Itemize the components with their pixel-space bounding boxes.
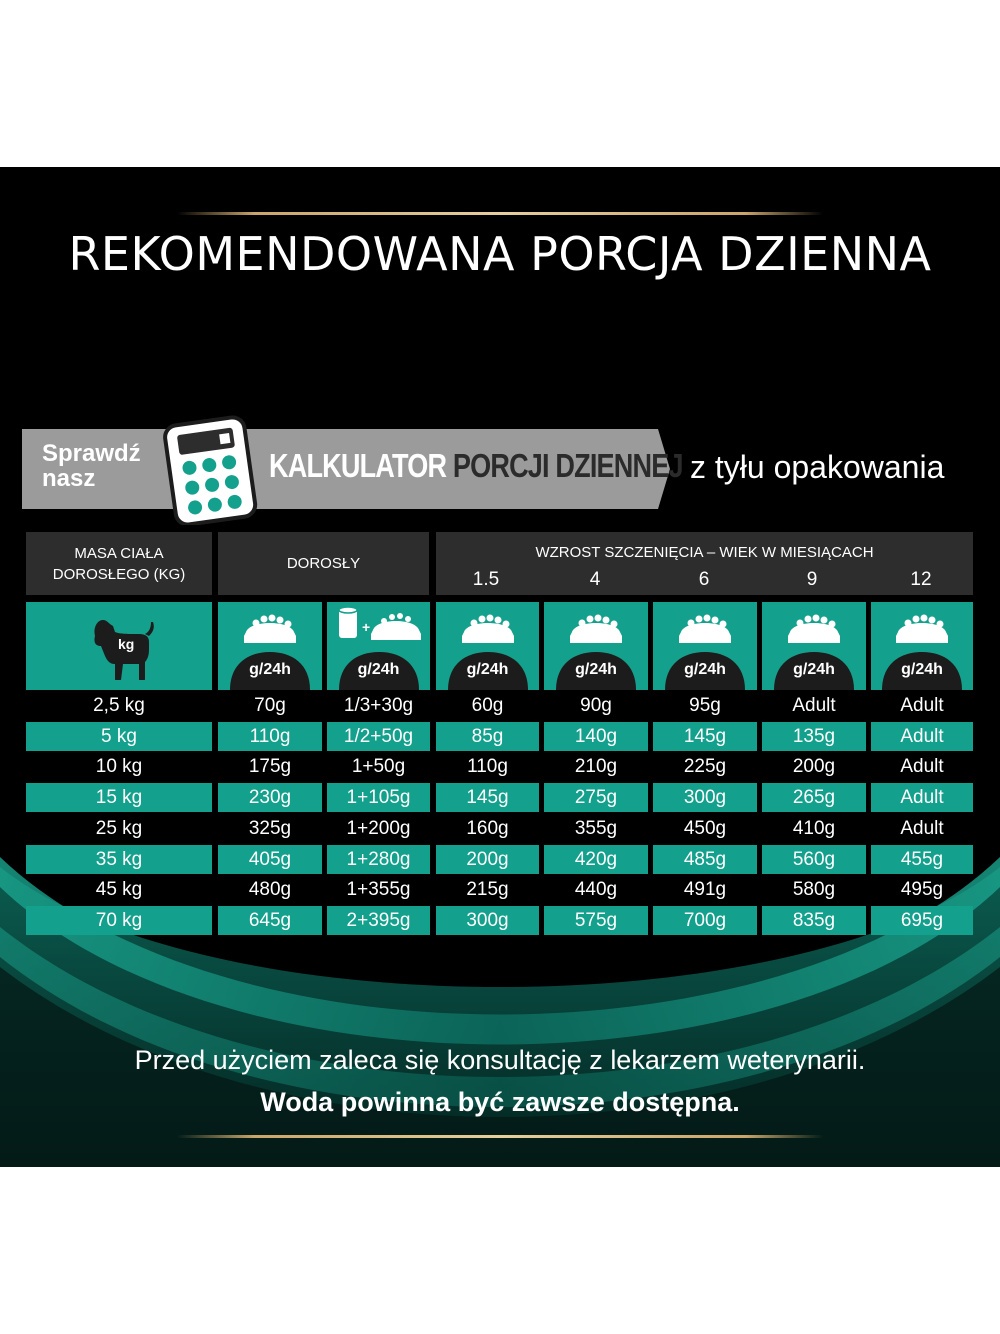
portion-cell: 420g xyxy=(544,845,648,874)
portion-cell: 210g xyxy=(574,755,618,777)
weight-cell: 45 kg xyxy=(95,878,143,900)
weight-cell: 5 kg xyxy=(26,722,212,751)
weight-cell: 35 kg xyxy=(26,845,212,874)
portion-cell: Adult xyxy=(900,694,944,716)
portion-cell: 110g xyxy=(218,722,322,751)
portion-cell: 700g xyxy=(653,906,757,935)
portion-cell: 145g xyxy=(653,722,757,751)
weight-cell: 10 kg xyxy=(95,755,143,777)
portion-icon-cell xyxy=(653,602,757,690)
banner-check-line1: Sprawdź xyxy=(42,440,141,467)
portion-cell: 440g xyxy=(574,878,618,900)
portion-icon-cell xyxy=(762,602,866,690)
calculator-icon xyxy=(162,415,258,525)
portion-unit-label: g/24h xyxy=(249,661,291,678)
banner-check-line2: nasz xyxy=(42,465,96,492)
portion-cell: 695g xyxy=(871,906,973,935)
banner-check-text xyxy=(42,441,141,491)
feeding-panel xyxy=(0,167,1000,1167)
age-label: 6 xyxy=(698,569,710,590)
portion-cell: Adult xyxy=(871,783,973,812)
portion-cell: 1+105g xyxy=(327,783,430,812)
banner-back-text: z tyłu opakowania xyxy=(690,449,945,485)
portion-unit-label: g/24h xyxy=(575,661,617,678)
banner-calc-dark: PORCJI DZIENNEJ xyxy=(452,447,683,484)
footer-vet-note: Przed użyciem zaleca się konsultację z lekarzem weterynarii. xyxy=(134,1045,866,1075)
portion-unit-label: g/24h xyxy=(466,661,509,678)
portion-cell: 215g xyxy=(466,878,509,900)
portion-cell: 300g xyxy=(436,906,539,935)
portion-cell: Adult xyxy=(792,694,836,716)
portion-icon-cell xyxy=(436,602,539,690)
bottom-gold-line xyxy=(177,1135,823,1138)
age-label: 4 xyxy=(589,569,601,590)
portion-cell: 200g xyxy=(436,845,539,874)
calculator-banner xyxy=(22,429,1000,509)
header-weight xyxy=(26,532,212,595)
portion-cell: Adult xyxy=(900,817,944,839)
portion-cell: Adult xyxy=(900,755,944,777)
header-weight-line: DOROSŁEGO (KG) xyxy=(52,565,186,583)
portion-cell: 355g xyxy=(574,817,618,839)
portion-cell: 90g xyxy=(580,694,612,716)
footer-water-note: Woda powinna być zawsze dostępna. xyxy=(260,1087,740,1117)
portion-cell: 491g xyxy=(683,878,727,900)
portion-unit-label: g/24h xyxy=(793,661,835,678)
portion-unit-label: g/24h xyxy=(901,661,943,678)
header-puppy-label: WZROST SZCZENIĘCIA – WIEK W MIESIĄCACH xyxy=(535,544,874,561)
portion-cell: 300g xyxy=(653,783,757,812)
portion-icon-cell xyxy=(218,602,322,690)
age-label: 1.5 xyxy=(472,569,500,590)
portion-cell: 1+200g xyxy=(346,817,411,839)
portion-cell: 2+395g xyxy=(327,906,430,935)
dog-kg-label: kg xyxy=(118,636,135,652)
portion-cell: 230g xyxy=(218,783,322,812)
portion-cell: 405g xyxy=(218,845,322,874)
portion-cell: 580g xyxy=(792,878,836,900)
portion-cell: Adult xyxy=(871,722,973,751)
portion-cell: 225g xyxy=(683,755,727,777)
portion-cell: 145g xyxy=(436,783,539,812)
weight-cell: 2,5 kg xyxy=(93,694,145,716)
dog-weight-cell xyxy=(26,602,212,690)
header-adult: DOROSŁY xyxy=(218,532,429,595)
portion-cell: 1+355g xyxy=(346,878,411,900)
portion-cell: 160g xyxy=(466,817,509,839)
weight-cell: 15 kg xyxy=(26,783,212,812)
weight-cell: 70 kg xyxy=(26,906,212,935)
portion-unit-label: g/24h xyxy=(684,661,726,678)
portion-cell: 135g xyxy=(762,722,866,751)
portion-cell: 1+280g xyxy=(327,845,430,874)
portion-cell: 410g xyxy=(792,817,836,839)
portion-cell: 480g xyxy=(248,878,292,900)
portion-cell: 110g xyxy=(467,755,508,777)
portion-cell: 1/2+50g xyxy=(327,722,430,751)
portion-cell: 485g xyxy=(653,845,757,874)
portion-cell: 95g xyxy=(689,694,721,716)
portion-cell: 275g xyxy=(544,783,648,812)
portion-cell: 1+50g xyxy=(351,755,406,777)
portion-cell: 60g xyxy=(471,694,504,716)
portion-cell: 495g xyxy=(900,878,944,900)
portion-unit-label: g/24h xyxy=(357,661,400,678)
svg-text:+: + xyxy=(361,619,370,635)
top-gold-line xyxy=(177,212,823,215)
portion-cell: 200g xyxy=(792,755,836,777)
portion-cell: 265g xyxy=(762,783,866,812)
portion-icon-cell xyxy=(544,602,648,690)
age-label: 9 xyxy=(806,569,818,590)
portion-cell: 450g xyxy=(683,817,727,839)
portion-cell: 560g xyxy=(762,845,866,874)
portion-cell: 70g xyxy=(254,694,286,716)
portion-cell: 455g xyxy=(871,845,973,874)
portion-cell: 325g xyxy=(248,817,292,839)
portion-cell: 85g xyxy=(436,722,539,751)
portion-cell: 1/3+30g xyxy=(343,694,414,716)
portion-cell: 835g xyxy=(762,906,866,935)
banner-calc-white: KALKULATOR xyxy=(269,447,453,484)
portion-cell: 175g xyxy=(248,755,292,777)
banner-calculator-title xyxy=(269,447,683,485)
portion-cell: 645g xyxy=(218,906,322,935)
portion-icon-cell xyxy=(327,602,430,690)
portion-cell: 140g xyxy=(544,722,648,751)
portion-icon-cell xyxy=(871,602,973,690)
age-label: 12 xyxy=(910,569,932,590)
weight-cell: 25 kg xyxy=(95,817,143,839)
header-weight-line: MASA CIAŁA xyxy=(74,544,164,562)
page-title: REKOMENDOWANA PORCJA DZIENNA xyxy=(68,227,932,281)
portion-cell: 575g xyxy=(544,906,648,935)
